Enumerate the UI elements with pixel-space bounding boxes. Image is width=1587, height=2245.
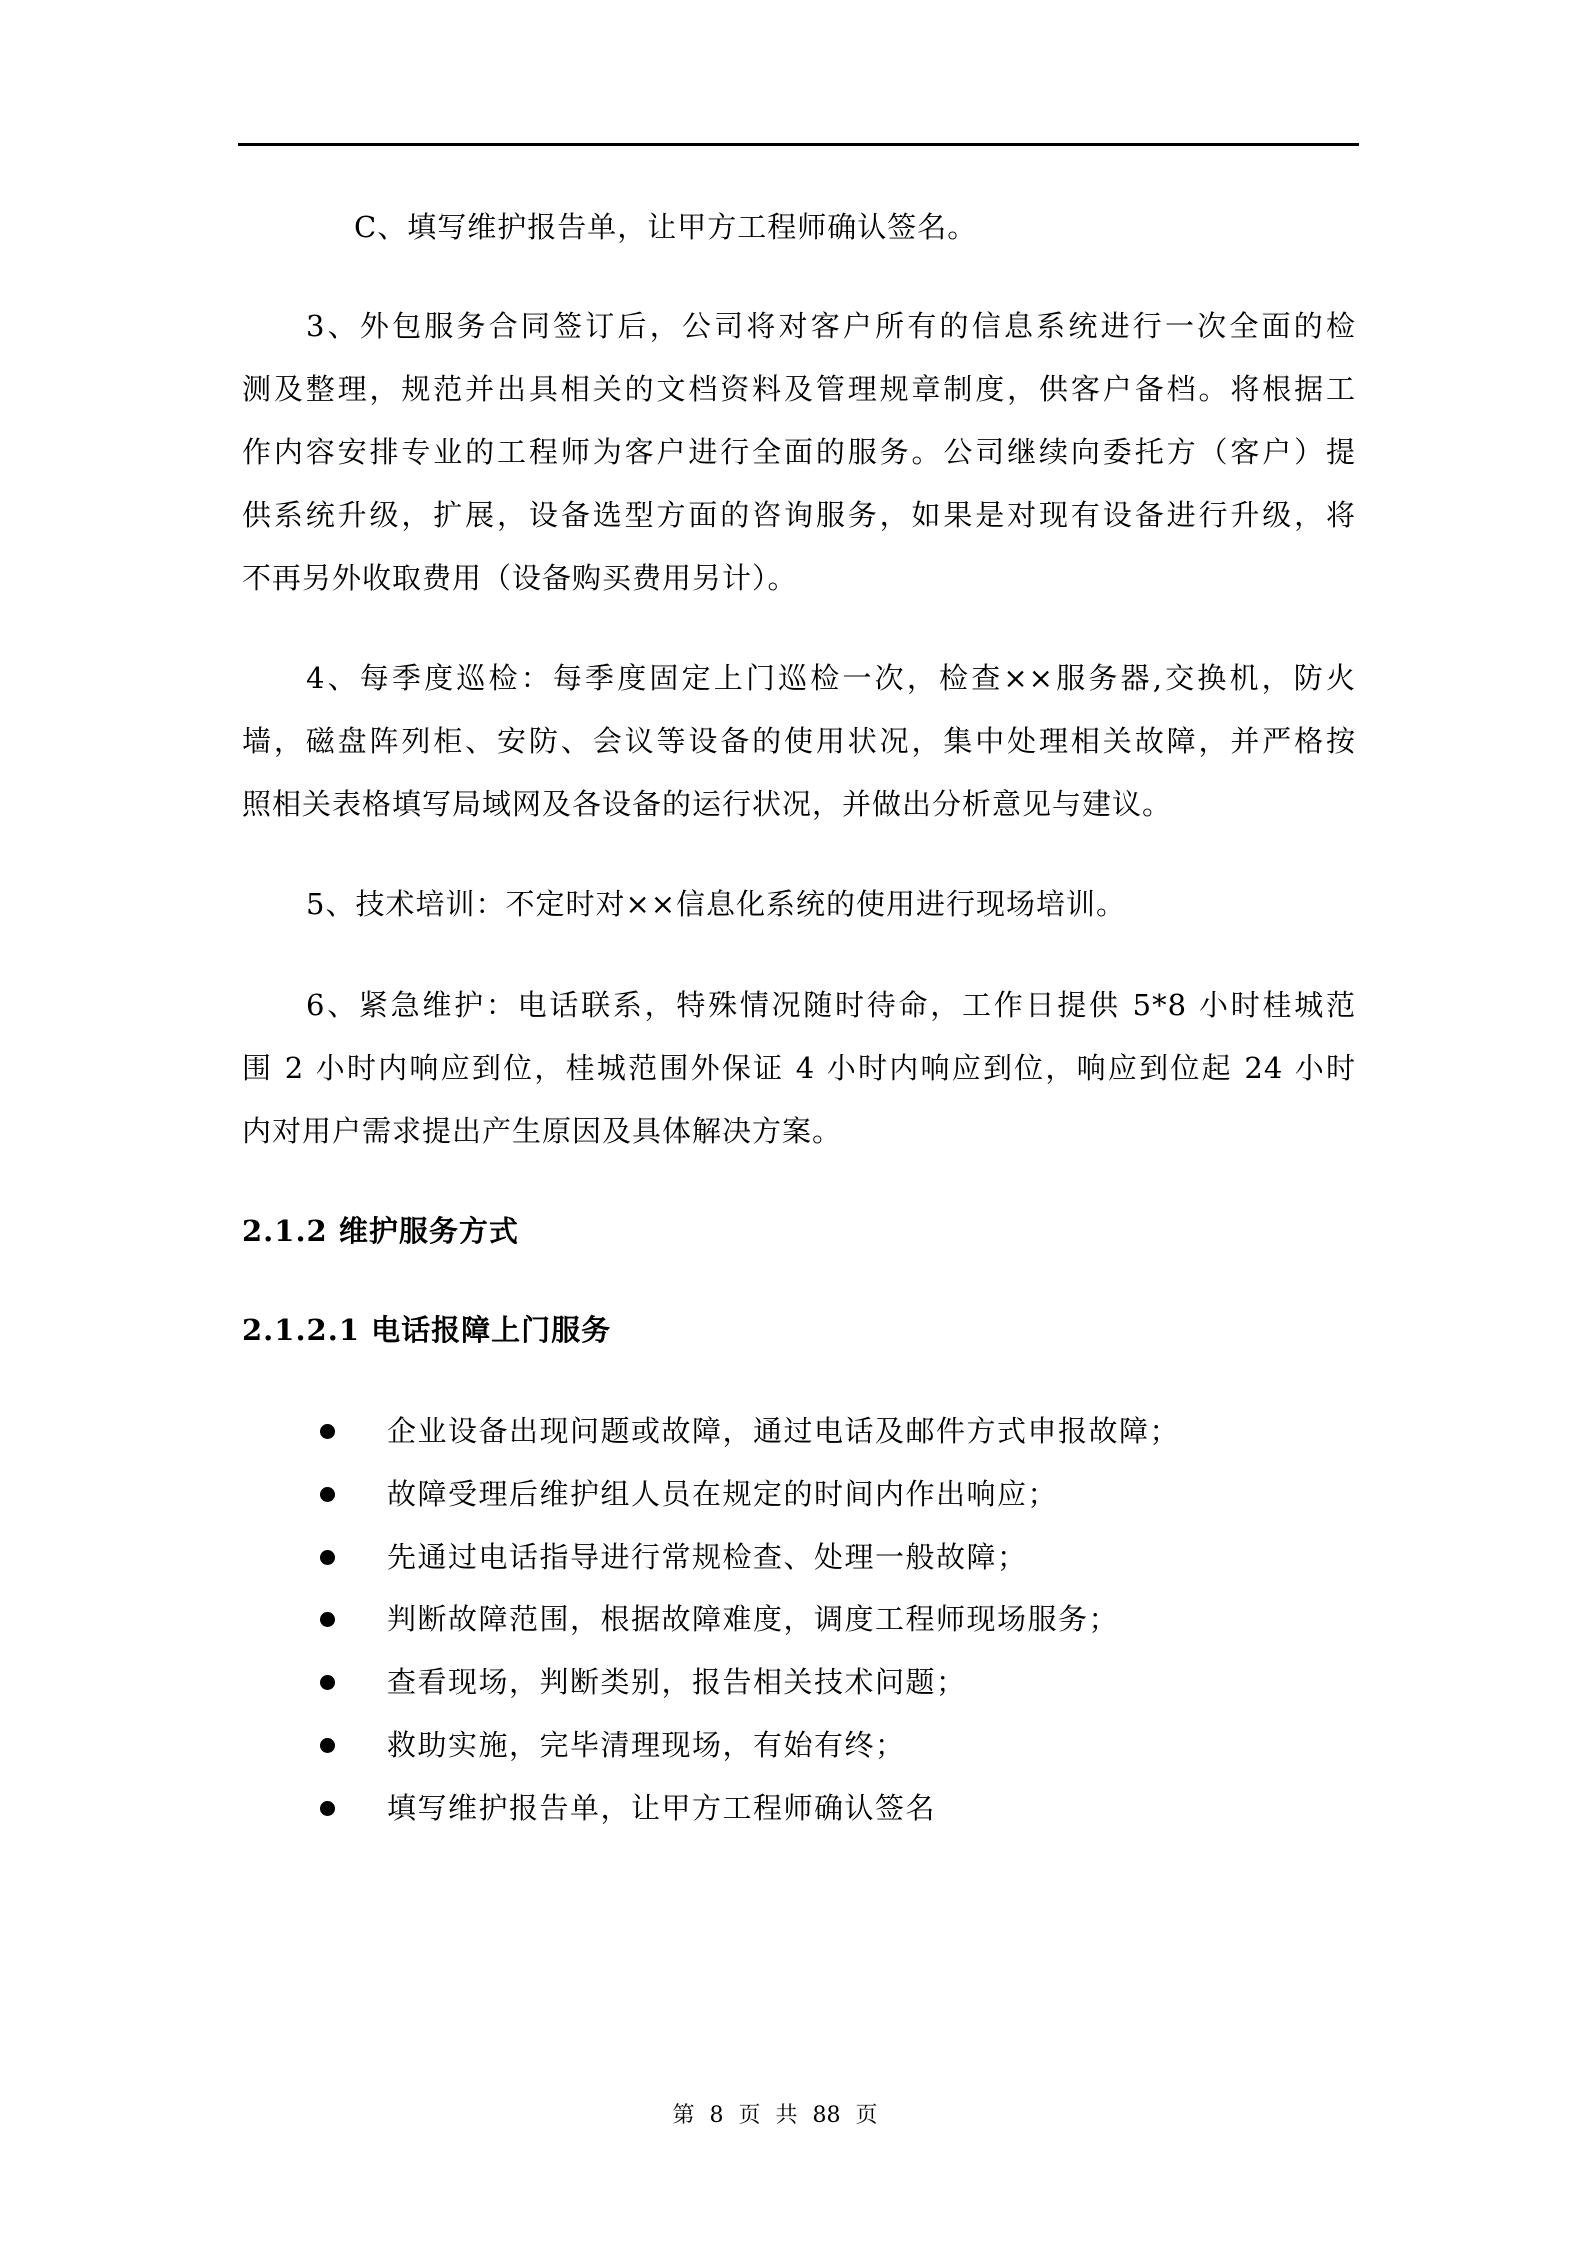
text-line: 5、技术培训：不定时对××信息化系统的使用进行现场培训。 bbox=[306, 887, 1127, 921]
paragraph-c bbox=[354, 196, 1354, 259]
list-item bbox=[242, 1588, 1356, 1651]
text-line: 不再另外收取费用（设备购买费用另计）。 bbox=[242, 561, 798, 595]
list-item bbox=[242, 1777, 1356, 1840]
bullet-icon bbox=[320, 1612, 335, 1627]
paragraph-5 bbox=[242, 873, 1356, 936]
subsection-heading: 2.1.2.1 电话报障上门服务 bbox=[242, 1313, 612, 1347]
text-line: 供系统升级，扩展，设备选型方面的咨询服务，如果是对现有设备进行升级，将 bbox=[242, 498, 1356, 532]
list-item-text: 救助实施，完毕清理现场，有始有终； bbox=[387, 1727, 906, 1762]
list-item-text: 查看现场，判断类别，报告相关技术问题； bbox=[387, 1665, 967, 1700]
text-line: 照相关表格填写局域网及各设备的运行状况，并做出分析意见与建议。 bbox=[242, 787, 1173, 821]
text-line: 测及整理，规范并出具相关的文档资料及管理规章制度，供客户备档。将根据工 bbox=[242, 372, 1356, 406]
paragraph-6 bbox=[242, 974, 1356, 1163]
list-item-text: 先通过电话指导进行常规检查、处理一般故障； bbox=[387, 1539, 1028, 1574]
list-item-text: 判断故障范围，根据故障难度，调度工程师现场服务； bbox=[387, 1602, 1120, 1637]
list-item-text: 企业设备出现问题或故障，通过电话及邮件方式申报故障； bbox=[387, 1414, 1181, 1448]
list-item bbox=[242, 1463, 1356, 1526]
paragraph-3 bbox=[242, 295, 1356, 610]
bullet-list bbox=[242, 1400, 1356, 1840]
text-line: 4、每季度巡检：每季度固定上门巡检一次，检查××服务器,交换机，防火 bbox=[306, 661, 1356, 695]
paragraph-4 bbox=[242, 647, 1356, 836]
text-line: 内对用户需求提出产生原因及具体解决方案。 bbox=[242, 1114, 843, 1148]
text-line: C、填写维护报告单，让甲方工程师确认签名。 bbox=[354, 210, 978, 244]
list-item bbox=[242, 1714, 1356, 1777]
list-item bbox=[242, 1526, 1356, 1589]
bullet-icon bbox=[320, 1738, 335, 1753]
text-line: 作内容安排专业的工程师为客户进行全面的服务。公司继续向委托方（客户）提 bbox=[242, 435, 1356, 469]
list-item bbox=[242, 1651, 1356, 1714]
text-line: 3、外包服务合同签订后，公司将对客户所有的信息系统进行一次全面的检 bbox=[306, 309, 1356, 343]
list-item bbox=[242, 1400, 1356, 1463]
text-line: 墙，磁盘阵列柜、安防、会议等设备的使用状况，集中处理相关故障，并严格按 bbox=[242, 724, 1356, 758]
list-item-text: 故障受理后维护组人员在规定的时间内作出响应； bbox=[387, 1476, 1059, 1511]
bullet-icon bbox=[320, 1550, 335, 1565]
header-rule bbox=[238, 143, 1359, 146]
bullet-icon bbox=[320, 1424, 335, 1439]
text-line: 6、紧急维护：电话联系，特殊情况随时待命，工作日提供 5*8 小时桂城范 bbox=[306, 988, 1356, 1022]
bullet-icon bbox=[320, 1801, 335, 1816]
text-line: 围 2 小时内响应到位，桂城范围外保证 4 小时内响应到位，响应到位起 24 小时 bbox=[242, 1051, 1356, 1085]
bullet-icon bbox=[320, 1675, 335, 1690]
section-heading: 2.1.2 维护服务方式 bbox=[242, 1214, 519, 1248]
page-number-footer: 第 8 页 共 88 页 bbox=[672, 2103, 878, 2128]
bullet-icon bbox=[320, 1487, 335, 1502]
list-item-text: 填写维护报告单，让甲方工程师确认签名 bbox=[387, 1790, 937, 1825]
